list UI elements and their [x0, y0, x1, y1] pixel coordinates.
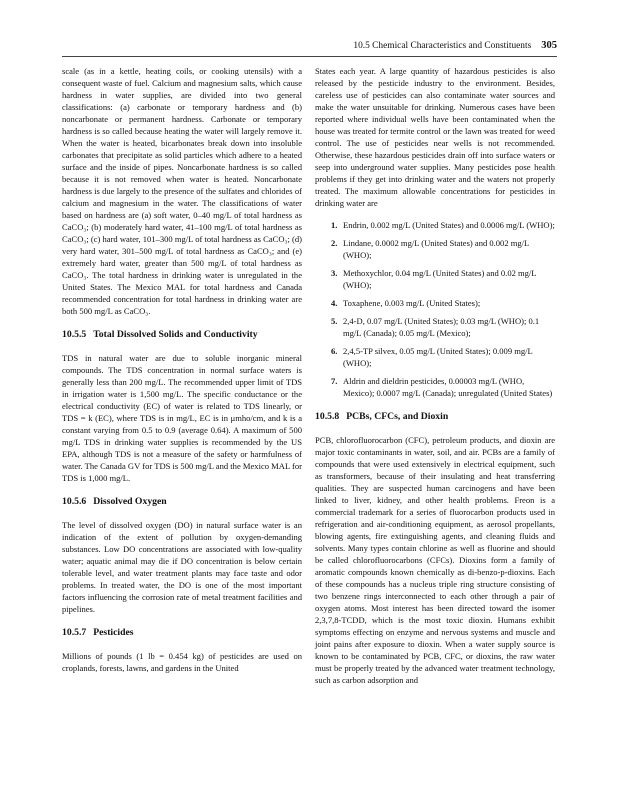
section-number: 10.5.8	[315, 411, 340, 422]
running-header	[62, 40, 557, 54]
list-item-number: 2.	[331, 238, 338, 248]
tds-paragraph: TDS in natural water are due to soluble inorganic mineral compounds. The TDS concentration in normal surface waters is generally less than 200 mg/L. The recommended upper limit of TDS in irrigation water is 1,500 mg/L. The specific conductance or the electrical conductivity (EC) of water is related to TDS linearly, or TDS = k (EC), where TDS is in mg/L, EC is in μmho/cm, and k is a constant varying from 0.5 to 0.9 (average 0.64). A maximum of 500 mg/L TDS in drinking water supplies is recommended by the US EPA, although TDS is not a measure of the safety or harmfulness of water. The Canada GV for TDS is 500 mg/L and the Mexico MAL for TDS is 1,000 mg/L.	[62, 353, 302, 483]
list-item-number: 3.	[331, 268, 338, 278]
section-title: Pesticides	[93, 627, 134, 638]
hardness-paragraph: scale (as in a kettle, heating coils, or cooking utensils) with a consequent waste of fuel. Calcium and magnesium salts, which cause hardness in water supplies, are divided into two general classifications: (a) carbonate or temporary hardness and (b) noncarbonate or permanent hardness. Carbonate or temporary hardness is so called because heating the water will largely remove it. When the water is heated, bicarbonates break down into insoluble carbonates that precipitate as solid particles which adhere to a heated surface and the inside of pipes. Noncarbonate hardness is so called because it is not removed when water is heated. Noncarbonate hardness is due largely to the presence of the sulfates and chlorides of calcium and magnesium in the water. The classifications of water based on hardness are (a) soft water, 0–40 mg/L of total hardness as CaCO₃; (b) moderately hard water, 41–100 mg/L of total hardness as CaCO₃; (c) hard water, 101–300 mg/L of total hardness as CaCO₃; (d) very hard water, 301–500 mg/L of total hardness as CaCO₃; and (e) extremely hard water, greater than 500 mg/L of total hardness as CaCO₃. The total hardness in drinking water is unregulated in the United States. The Mexico MAL for total hardness and Canada recommended concentration for total hardness in drinking water are both 500 mg/L as CaCO₃.	[62, 66, 302, 316]
list-item-text: 2,4-D, 0.07 mg/L (United States); 0.03 mg/L (WHO); 0.1 mg/L (Canada); 0.05 mg/L (Mexico);	[343, 316, 540, 338]
section-heading-pesticides	[62, 627, 302, 639]
list-item-number: 6.	[331, 346, 338, 356]
page-number: 305	[541, 40, 557, 51]
section-number: 10.5.6	[62, 496, 87, 507]
list-item-text: Endrin, 0.002 mg/L (United States) and 0.0006 mg/L (WHO);	[343, 220, 555, 230]
list-item-number: 5.	[331, 316, 338, 326]
list-item-number: 1.	[331, 220, 338, 230]
pesticides-list	[315, 219, 555, 399]
section-title: PCBs, CFCs, and Dioxin	[346, 411, 449, 422]
dissolved-oxygen-paragraph: The level of dissolved oxygen (DO) in natural surface water is an indication of the extent of pollution by oxygen-demanding substances. Low DO concentrations are associated with low-quality water; aquatic animal may die if DO concentration is below certain tolerable level, and water treatment plants may face taste and odor problems. In treated water, the DO is one of the most important factors influencing the corrosion rate of metal treatment facilities and pipelines.	[62, 520, 302, 614]
list-item	[315, 315, 555, 339]
list-item	[315, 237, 555, 261]
section-heading-pcbs-cfcs-dioxin	[315, 411, 555, 423]
pcb-paragraph: PCB, chlorofluorocarbon (CFC), petroleum products, and dioxin are major toxic contaminants in water, soil, and air. PCBs are a family of compounds that were used extensively in electrical equipment, such as transformers, because of their insulating and heat transferring qualities. They are suspected human carcinogens and have been linked to liver, kidney, and other health problems. Freon is a commercial trademark for a series of fluorocarbon products used in refrigeration and air-conditioning equipment, as aerosol propellants, blowing agents, fire extinguishing agents, and cleaning fluids and solvents. Many types contain chlorine as well as fluorine and should be called chlorofluorocarbons (CFCs). Dioxins form a family of aromatic compounds known chemically as di-benzo-p-dioxins. Each of these compounds has a nucleus triple ring structure consisting of two benzene rings interconnected to each other through a pair of oxygen atoms. Most interest has been directed toward the isomer 2,3,7,8-TCDD, which is the most toxic dioxin. Humans exhibit symptoms effecting on enzyme and nervous systems and muscle and joint pains after exposure to dioxin. When a water supply source is known to be contaminated by PCB, CFC, or dioxins, the raw water must be properly treated by the advanced water treatment technology, such as carbon adsorption and	[315, 435, 555, 685]
list-item	[315, 267, 555, 291]
list-item	[315, 375, 555, 399]
section-heading-tds	[62, 329, 302, 341]
list-item-text: Aldrin and dieldrin pesticides, 0.00003 mg/L (WHO, Mexico); 0.0007 mg/L (Canada); unregulated (United States)	[343, 376, 553, 398]
pesticides-continued-paragraph: States each year. A large quantity of hazardous pesticides is also released by the pesticide industry to the environment. Besides, careless use of pesticides can also contaminate water sources and make the water unsuitable for drinking. Numerous cases have been reported where individual wells have been contaminated when the house was treated for termite control or the lawn was treated for weed control. The use of pesticides near wells is not recommended. Otherwise, these hazardous pesticides drain off into surface waters or seep into underground water supplies. Many pesticides pose health problems if they get into drinking water and the waters not properly treated. The maximum allowable concentrations for pesticides in drinking water are	[315, 66, 555, 208]
list-item-number: 7.	[331, 376, 338, 386]
section-heading-dissolved-oxygen	[62, 496, 302, 508]
section-number: 10.5.7	[62, 627, 87, 638]
section-title: Dissolved Oxygen	[93, 496, 167, 507]
section-number: 10.5.5	[62, 329, 87, 340]
list-item-text: Toxaphene, 0.003 mg/L (United States);	[343, 298, 481, 308]
list-item-number: 4.	[331, 298, 338, 308]
pesticides-paragraph: Millions of pounds (1 lb = 0.454 kg) of pesticides are used on croplands, forests, lawns, and gardens in the United	[62, 651, 302, 673]
running-title: 10.5 Chemical Characteristics and Constituents	[353, 41, 532, 51]
section-title: Total Dissolved Solids and Conductivity	[93, 329, 258, 340]
list-item-text: Methoxychlor, 0.04 mg/L (United States) and 0.02 mg/L (WHO);	[343, 268, 537, 290]
list-item	[315, 219, 555, 231]
right-column	[315, 65, 555, 686]
list-item-text: Lindane, 0.0002 mg/L (United States) and 0.002 mg/L (WHO);	[343, 238, 529, 260]
list-item-text: 2,4,5-TP silvex, 0.05 mg/L (United States); 0.009 mg/L (WHO);	[343, 346, 533, 368]
list-item	[315, 345, 555, 369]
list-item	[315, 297, 555, 309]
header-rule	[62, 56, 557, 57]
left-column	[62, 65, 302, 674]
